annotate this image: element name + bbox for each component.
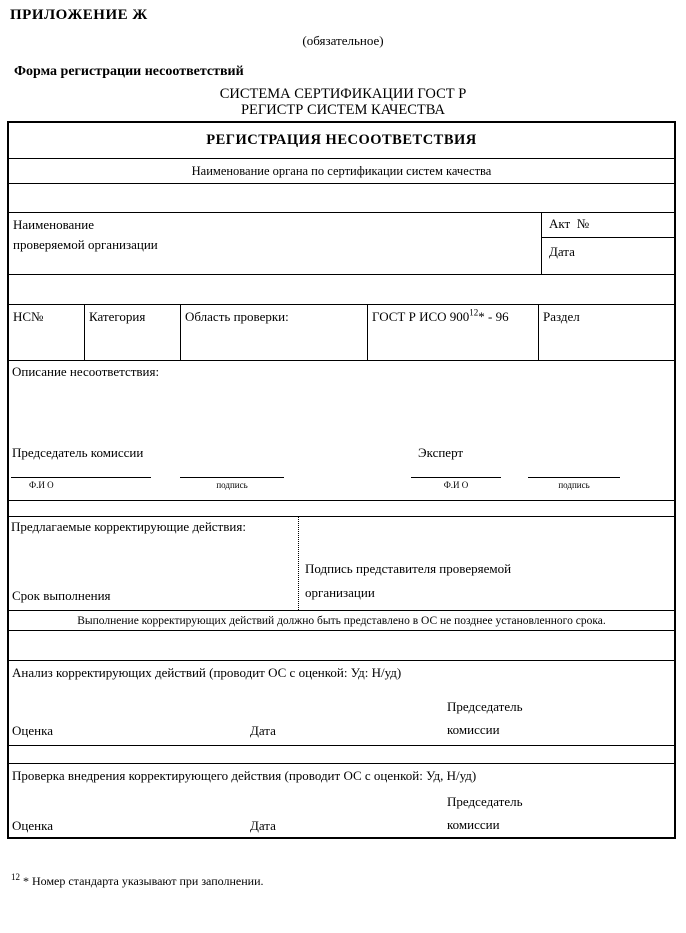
- registration-form-table: [7, 121, 676, 839]
- act-date-label: Дата: [549, 244, 575, 259]
- blank-row-2[interactable]: [9, 501, 674, 517]
- chairman-label: Председатель комиссии: [12, 445, 144, 460]
- representative-signature-label: Подпись представителя проверяемой организации: [305, 561, 512, 600]
- corrective-actions-field[interactable]: [9, 517, 299, 610]
- form-title-row: [9, 123, 674, 159]
- form-name-heading: Форма регистрации несоответствий: [14, 64, 244, 79]
- analysis-chairman-label: Председатель комиссии: [447, 699, 523, 737]
- checked-org-row: [9, 213, 674, 275]
- gost-standard-field[interactable]: [368, 305, 539, 360]
- checked-org-label: Наименование проверяемой организации: [13, 217, 158, 252]
- certification-body-label: Наименование органа по сертификации систем качества: [191, 163, 492, 178]
- certification-body-field[interactable]: [9, 184, 674, 213]
- analysis-label: Анализ корректирующих действий (проводит ОС с оценкой: Уд: Н/уд): [12, 665, 402, 680]
- expert-signature-line: [528, 477, 620, 478]
- chairman-signature-line: [180, 477, 284, 478]
- ns-number-field[interactable]: [9, 305, 85, 360]
- expert-fio-caption: Ф.И О: [443, 480, 469, 490]
- act-date-column: [542, 213, 674, 274]
- standard-number-footnote: $^{12}$ * Номер стандарта указывают при заполнении.: [11, 872, 264, 888]
- check-date-label: Дата: [250, 818, 276, 833]
- expert-signature-caption: подпись: [558, 480, 590, 490]
- razdel-field[interactable]: [539, 305, 674, 360]
- footnote-marker: 12: [11, 872, 20, 882]
- ns-number-label: НС№: [13, 309, 44, 324]
- deadline-note: Выполнение корректирующих действий должно быть представлено в ОС не позднее установленного срока.: [77, 614, 606, 627]
- classification-row: [9, 305, 674, 361]
- checked-org-field[interactable]: [9, 213, 542, 274]
- category-label: Категория: [89, 309, 146, 324]
- deadline-label: Срок выполнения: [12, 588, 111, 603]
- appendix-subtitle: (обязательное): [302, 33, 384, 48]
- corrective-actions-row: [9, 517, 674, 611]
- gost-standard-label: ГОСТ Р ИСО $900^{12}* - 96$: [372, 307, 509, 324]
- quality-register-line: РЕГИСТР СИСТЕМ КАЧЕСТВА: [240, 102, 446, 118]
- expert-name-signature-line: [411, 477, 501, 478]
- blank-row-1[interactable]: [9, 275, 674, 305]
- gost-footnote-marker: 12: [469, 307, 479, 318]
- analysis-section[interactable]: [9, 661, 674, 746]
- blank-row-3[interactable]: [9, 631, 674, 661]
- representative-signature-field[interactable]: [299, 517, 674, 610]
- expert-label: Эксперт: [418, 445, 464, 460]
- form-title: РЕГИСТРАЦИЯ НЕСООТВЕТСТВИЯ: [206, 132, 477, 148]
- analysis-grade-label: Оценка: [12, 723, 53, 738]
- description-label: Описание несоответствия:: [12, 364, 160, 379]
- deadline-note-row: [9, 611, 674, 631]
- corrective-actions-label: Предлагаемые корректирующие действия:: [11, 519, 246, 534]
- certification-system-line: СИСТЕМА СЕРТИФИКАЦИИ ГОСТ Р: [219, 86, 467, 102]
- razdel-label: Раздел: [543, 309, 580, 324]
- category-field[interactable]: [85, 305, 181, 360]
- chairman-name-signature-line: [11, 477, 151, 478]
- analysis-date-label: Дата: [250, 723, 276, 738]
- act-date-field[interactable]: [542, 238, 674, 274]
- audit-area-label: Область проверки:: [185, 309, 289, 324]
- check-label: Проверка внедрения корректирующего действия (проводит ОС с оценкой: Уд, Н/уд): [12, 768, 477, 783]
- check-grade-label: Оценка: [12, 818, 53, 833]
- audit-area-field[interactable]: [181, 305, 368, 360]
- blank-row-4[interactable]: [9, 746, 674, 764]
- appendix-title: ПРИЛОЖЕНИЕ Ж: [10, 7, 148, 23]
- act-number-label: Акт №: [549, 216, 590, 231]
- certification-body-row: [9, 159, 674, 184]
- description-section[interactable]: [9, 361, 674, 501]
- chairman-signature-caption: подпись: [216, 480, 248, 490]
- check-chairman-label: Председатель комиссии: [447, 794, 523, 832]
- chairman-fio-caption: Ф.И О: [29, 480, 54, 490]
- implementation-check-section[interactable]: [9, 764, 674, 840]
- act-number-field[interactable]: [542, 213, 674, 238]
